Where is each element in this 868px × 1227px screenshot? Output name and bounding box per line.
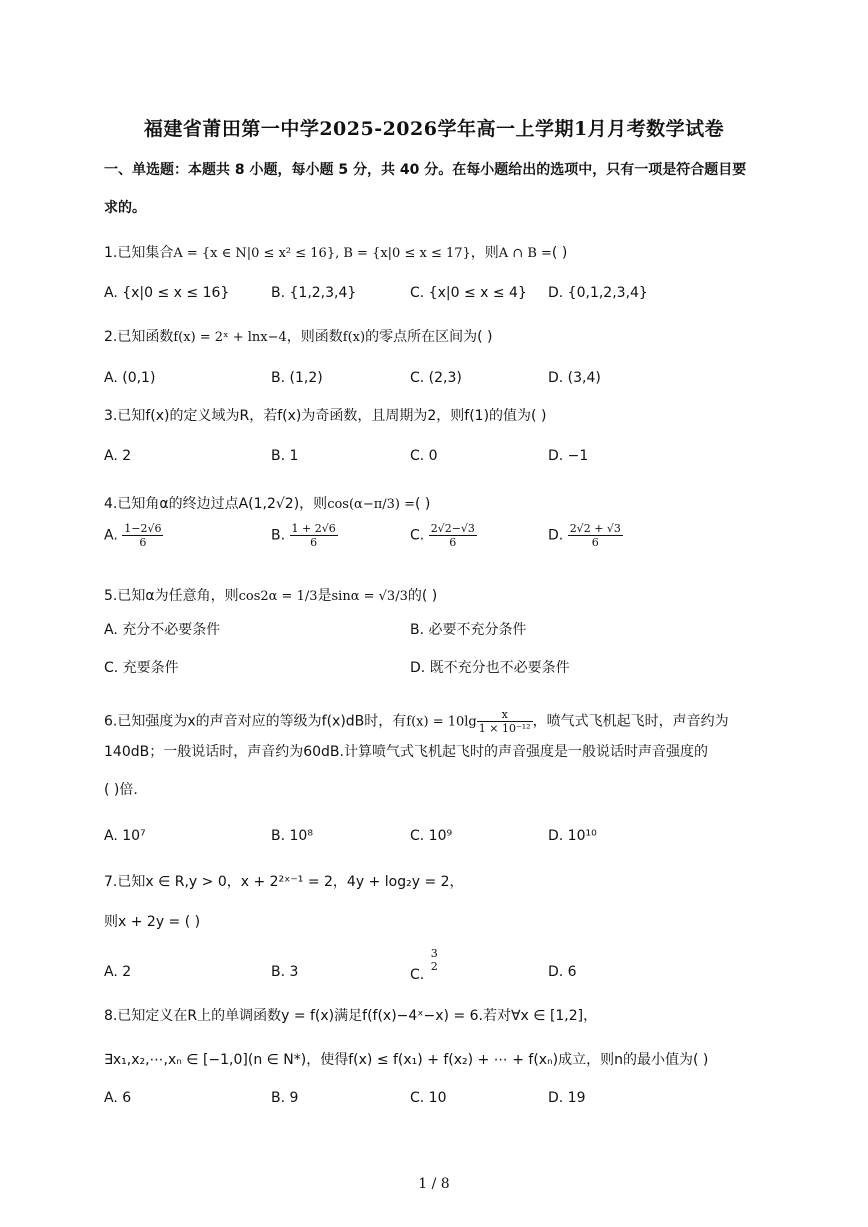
question-5-option-c: C. 充要条件 (104, 660, 179, 676)
question-1-option-a: A. {x|0 ≤ x ≤ 16} (104, 285, 230, 301)
question-6-line2: 140dB；一般说话时，声音约为60dB.计算喷气式飞机起飞时的声音强度是一般说话时声音强度的 (104, 744, 708, 760)
question-2-option-d: D. (3,4) (548, 370, 601, 386)
question-7-option-d: D. 6 (548, 964, 577, 980)
question-5-option-a: A. 充分不必要条件 (104, 622, 221, 638)
option-c-fraction: 3 2 (430, 947, 438, 973)
question-4-option-c: C. $\frac{2√2-√3}{6}$ (410, 522, 475, 549)
section-heading-line2: 求的。 (104, 200, 146, 216)
question-8-line2: ∃x₁,x₂,⋯,xₙ ∈ [−1,0](n ∈ N*)，使得f(x) ≤ f(x₁) + f(x₂) + ⋯ + f(xₙ)成立，则n的最小值为( ) (104, 1052, 709, 1068)
question-8-option-a: A. 6 (104, 1090, 132, 1106)
question-2-stem: 2.已知函数f(x) = 2ˣ + lnx−4，则函数f(x)的零点所在区间为( ) (104, 329, 493, 345)
question-7-line2: 则x + 2y = ( ) (104, 914, 201, 930)
page-number: 1 / 8 (418, 1176, 450, 1192)
option-d-fraction: $\frac{2√2 + √3}{6}$ (569, 522, 621, 549)
question-7-option-a: A. 2 (104, 964, 132, 980)
question-1-option-c: C. {x|0 ≤ x ≤ 4} (410, 285, 527, 301)
question-2-option-a: A. (0,1) (104, 370, 156, 386)
question-5-stem: 5.已知α为任意角，则cos2α = 1/3是sinα = √3/3的( ) (104, 588, 438, 604)
intensity-fraction: $\frac{x}{\text{1 × 10⁻¹²}}$ (478, 708, 531, 735)
question-8-option-c: C. 10 (410, 1090, 447, 1106)
question-3-option-c: C. 0 (410, 448, 438, 464)
question-8-option-d: D. 19 (548, 1090, 586, 1106)
question-6-line1: 6.已知强度为x的声音对应的等级为f(x)dB时，有f(x) = 10lg $\frac{x}{\text{1 × 10⁻¹²}}$ ，喷气式飞机起飞时，声音约为 (104, 708, 729, 735)
question-6-option-c: C. 10⁹ (410, 828, 453, 844)
question-2-option-c: C. (2,3) (410, 370, 462, 386)
question-6-option-b: B. 10⁸ (271, 828, 313, 844)
question-4-option-b: B. $\frac{1 + 2√6}{6}$ (271, 522, 336, 549)
option-a-fraction: $\frac{1-2√6}{6}$ (124, 522, 162, 549)
question-3-stem: 3.已知f(x)的定义域为R，若f(x)为奇函数，且周期为2，则f(1)的值为( ) (104, 408, 547, 424)
question-6-option-a: A. 10⁷ (104, 828, 146, 844)
page-title: 福建省莆田第一中学2025-2026学年高一上学期1月月考数学试卷 (143, 118, 725, 140)
question-4-stem: 4.已知角α的终边过点A(1,2√2)，则cos(α−π/3) =( ) (104, 496, 431, 512)
question-5-option-b: B. 必要不充分条件 (410, 622, 527, 638)
question-5-option-d: D. 既不充分也不必要条件 (410, 660, 570, 676)
question-1-stem: 1.已知集合A = {x ∈ N|0 ≤ x² ≤ 16}, B = {x|0 ≤ x ≤ 17}，则A ∩ B =( ) (104, 245, 568, 261)
question-6-line3: ( )倍. (104, 782, 138, 798)
question-7-line1: 7.已知x ∈ R,y > 0，x + 2²ˣ⁻¹ = 2，4y + log₂y = 2， (104, 874, 464, 890)
question-8-line1: 8.已知定义在R上的单调函数y = f(x)满足f(f(x)−4ˣ−x) = 6.若对∀x ∈ [1,2]， (104, 1008, 598, 1024)
question-4-option-a: A. $\frac{1-2√6}{6}$ (104, 522, 162, 549)
option-c-fraction: $\frac{2√2-√3}{6}$ (430, 522, 475, 549)
question-1-option-d: D. {0,1,2,3,4} (548, 285, 648, 301)
question-6-option-d: D. 10¹⁰ (548, 828, 597, 844)
question-7-option-b: B. 3 (271, 964, 299, 980)
question-3-option-d: D. −1 (548, 448, 589, 464)
section-heading-line1: 一、单选题：本题共 8 小题，每小题 5 分，共 40 分。在每小题给出的选项中，只有一项是符合题目要 (104, 162, 747, 178)
question-8-option-b: B. 9 (271, 1090, 299, 1106)
question-3-option-b: B. 1 (271, 448, 299, 464)
question-3-option-a: A. 2 (104, 448, 132, 464)
option-b-fraction: $\frac{1 + 2√6}{6}$ (291, 522, 336, 549)
question-7-option-c: C. 3 2 (410, 947, 438, 983)
question-1-option-b: B. {1,2,3,4} (271, 285, 357, 301)
question-2-option-b: B. (1,2) (271, 370, 323, 386)
question-4-option-d: D. $\frac{2√2 + √3}{6}$ (548, 522, 621, 549)
